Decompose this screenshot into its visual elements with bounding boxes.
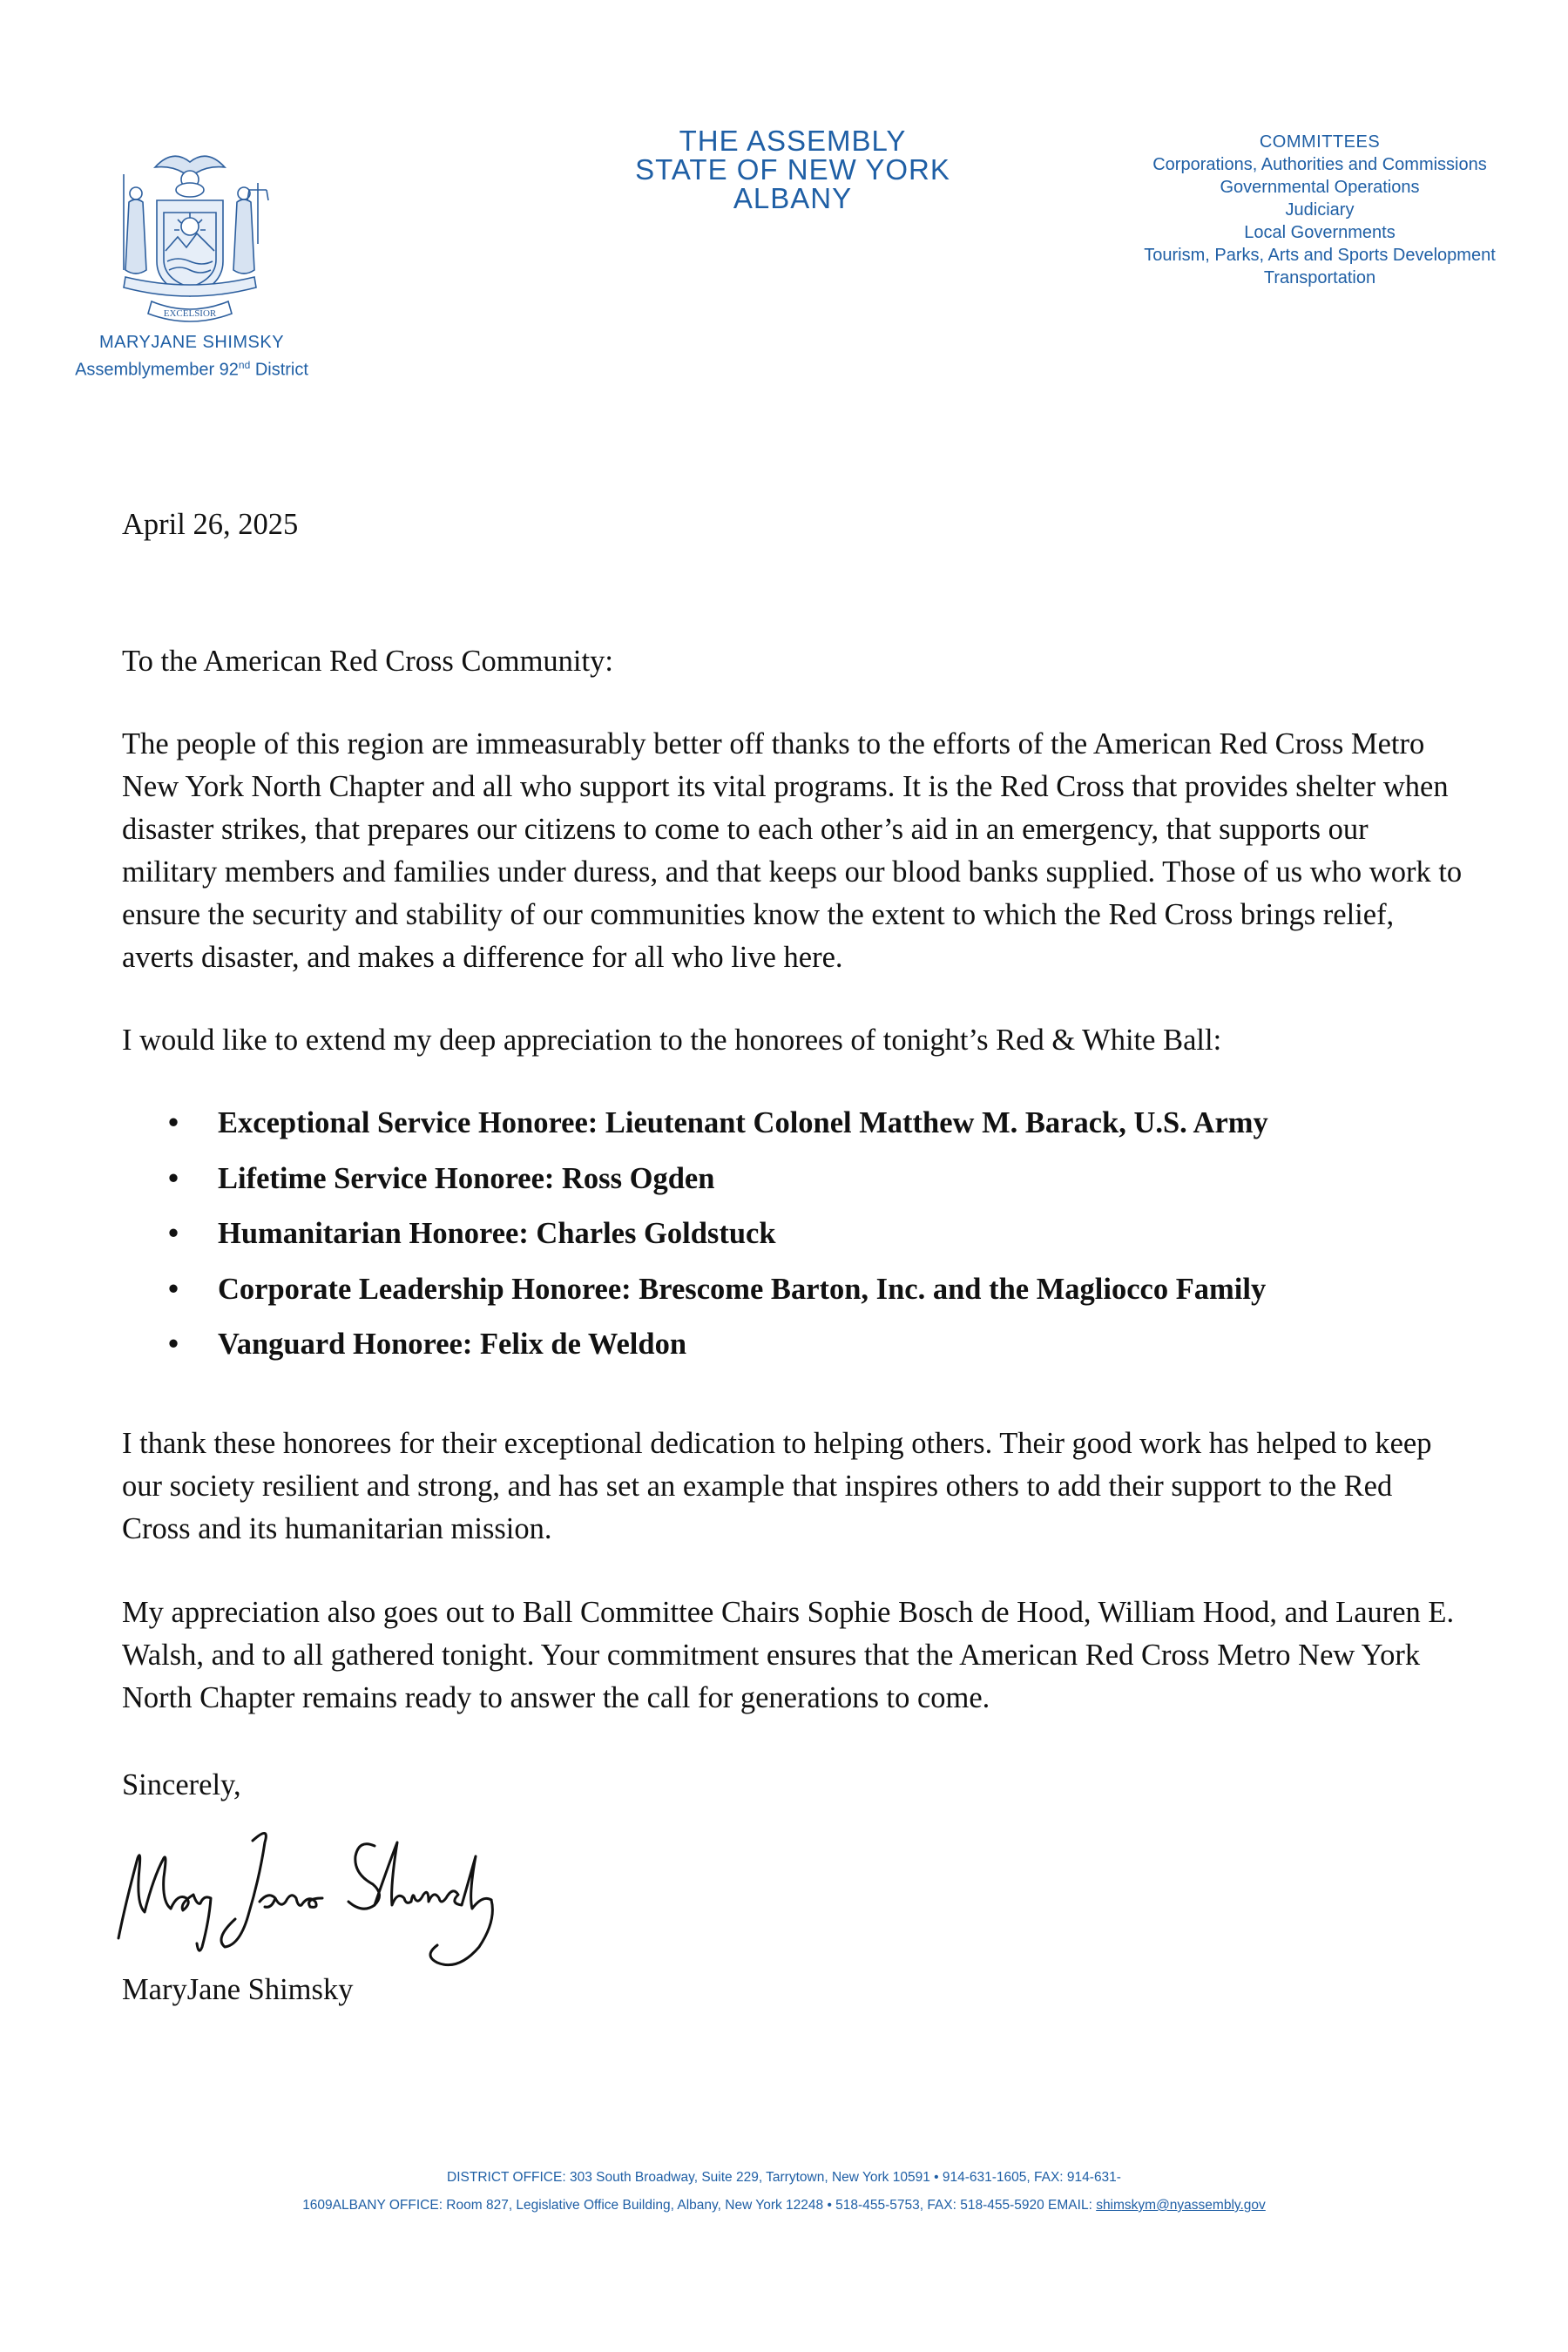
assembly-heading bbox=[558, 126, 1028, 213]
paragraph-4: My appreciation also goes out to Ball Committee Chairs Sophie Bosch de Hood, William Hood, and Lauren E. Walsh, and to all gathered tonight. Your commitment ensures that the American Red Cross Metro New York North Chapter remains ready to answer the call for generations to come. bbox=[122, 1596, 1455, 1714]
seal-motto: EXCELSIOR bbox=[163, 308, 217, 319]
state-seal-icon bbox=[94, 139, 286, 331]
honoree-item bbox=[161, 1323, 1468, 1379]
state-seal bbox=[94, 139, 286, 331]
signature bbox=[113, 1808, 497, 1973]
bullet: • bbox=[168, 1106, 179, 1139]
paragraph-1: The people of this region are immeasurably better off thanks to the efforts of the American Red Cross Metro New York North Chapter and all who support its vital programs. It is the Red Cross that provides shelter when disaster strikes, that prepares our citizens to come to each other’s aid in an emergency, that supports our military members and families under duress, and that keeps our blood banks supplied. Those of us who work to ensure the security and stability of our communities know the extent to which the Red Cross brings relief, averts disaster, and makes a difference for all who live here. bbox=[122, 727, 1463, 974]
member-title-suffix: District bbox=[250, 360, 308, 380]
closing: Sincerely, bbox=[122, 1768, 241, 1801]
honoree-text: Corporate Leadership Honoree: Brescome Barton, Inc. and the Magliocco Family bbox=[218, 1272, 1267, 1306]
signature-icon bbox=[113, 1808, 497, 1973]
committee-item: Judiciary bbox=[1285, 200, 1355, 220]
bullet: • bbox=[168, 1161, 179, 1195]
footer-district-office: DISTRICT OFFICE: 303 South Broadway, Suite 229, Tarrytown, New York 10591 • 914-631-1605, FAX: 914-631- bbox=[447, 2170, 1121, 2185]
member-block bbox=[35, 331, 348, 382]
committee-item: Governmental Operations bbox=[1220, 178, 1420, 197]
paragraph-2: I would like to extend my deep appreciation to the honorees of tonight’s Red & White Ball: bbox=[122, 1024, 1222, 1057]
signer-name: MaryJane Shimsky bbox=[122, 1973, 354, 2006]
committee-item: Transportation bbox=[1263, 268, 1376, 287]
assembly-line: STATE OF NEW YORK bbox=[635, 153, 950, 186]
committees-heading: COMMITTEES bbox=[1259, 132, 1381, 152]
honoree-item bbox=[161, 1268, 1468, 1324]
member-name: MARYJANE SHIMSKY bbox=[98, 333, 285, 352]
footer-email-link[interactable]: shimskym@nyassembly.gov bbox=[1096, 2198, 1266, 2213]
committee-item: Corporations, Authorities and Commissions bbox=[1152, 155, 1487, 174]
salutation: To the American Red Cross Community: bbox=[122, 645, 613, 678]
committees-list bbox=[1098, 153, 1542, 289]
footer-albany-text: 1609ALBANY OFFICE: Room 827, Legislative Office Building, Albany, New York 12248 • 518-455-5753, FAX: 518-455-5920 EMAIL: bbox=[302, 2198, 1097, 2213]
assembly-line: THE ASSEMBLY bbox=[679, 125, 907, 157]
honorees-list bbox=[161, 1102, 1468, 1379]
member-title-sup: nd bbox=[238, 359, 251, 371]
assembly-line: ALBANY bbox=[733, 182, 853, 214]
letter-date: April 26, 2025 bbox=[122, 508, 299, 541]
honoree-item bbox=[161, 1213, 1468, 1268]
honoree-text: Exceptional Service Honoree: Lieutenant Colonel Matthew M. Barack, U.S. Army bbox=[218, 1106, 1268, 1139]
paragraph-3: I thank these honorees for their exceptional dedication to helping others. Their good work has helped to keep our society resilient and strong, and has set an example that inspires others to add their support to the Red Cross and its humanitarian mission. bbox=[122, 1427, 1432, 1545]
committee-item: Tourism, Parks, Arts and Sports Development bbox=[1144, 246, 1496, 265]
footer-albany-office bbox=[0, 2197, 1568, 2214]
honoree-item bbox=[161, 1102, 1468, 1158]
honoree-text: Humanitarian Honoree: Charles Goldstuck bbox=[218, 1217, 776, 1250]
honoree-text: Vanguard Honoree: Felix de Weldon bbox=[218, 1328, 687, 1361]
bullet: • bbox=[168, 1328, 179, 1361]
committee-item: Local Governments bbox=[1244, 223, 1396, 242]
bullet: • bbox=[168, 1217, 179, 1250]
member-title bbox=[35, 354, 348, 382]
member-title-prefix: Assemblymember 92 bbox=[75, 360, 239, 380]
honoree-item bbox=[161, 1158, 1468, 1213]
bullet: • bbox=[168, 1272, 179, 1306]
honoree-text: Lifetime Service Honoree: Ross Ogden bbox=[218, 1161, 715, 1195]
committees-block bbox=[1098, 131, 1542, 289]
